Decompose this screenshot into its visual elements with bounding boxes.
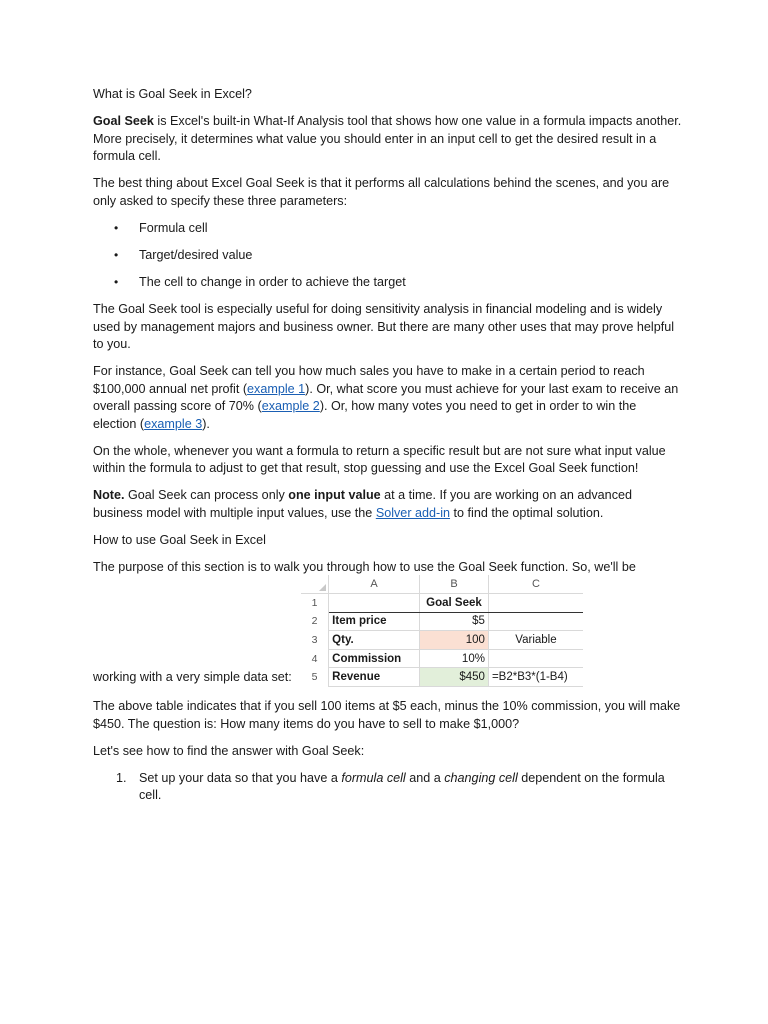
intro-term: Goal Seek <box>93 114 154 128</box>
list-item <box>93 770 683 805</box>
list-item: • Formula cell <box>93 220 683 238</box>
column-header-a: A <box>329 575 420 593</box>
steps-list <box>93 770 683 805</box>
note-label: Note. <box>93 488 125 503</box>
row-number: 3 <box>301 631 329 650</box>
row-number: 5 <box>301 668 329 687</box>
variable-note: Variable <box>488 631 583 650</box>
section-heading-what-is: What is Goal Seek in Excel? <box>93 87 252 101</box>
instance-text-1: For instance, Goal Seek can tell you how much sales you have to make in a certain period to reach $100,000 annual net profit ( <box>93 364 645 396</box>
row-number: 1 <box>301 593 329 612</box>
section-heading-how-to: How to use Goal Seek in Excel <box>93 532 266 547</box>
parameter-list <box>93 220 683 292</box>
label-qty: Qty. <box>329 631 420 650</box>
note-text-3: to find the optimal solution. <box>450 505 604 520</box>
params-intro-paragraph: The best thing about Excel Goal Seek is that it performs all calculations behind the scenes, and you are only asked to specify these three parameters: <box>93 176 670 208</box>
note-text-1: Goal Seek can process only <box>124 488 289 503</box>
note-text-2: at a time. If you are working on an advanced business model with multiple input values, use the <box>93 488 632 520</box>
intro-text: is Excel's built-in What-If Analysis tool that shows how one value in a formula impacts another. More precisely, it determines what value you should enter in an input cell to get the desired result in a formula cell. <box>93 114 682 163</box>
solver-addin-link[interactable]: Solver add-in <box>375 505 451 520</box>
select-all-corner <box>301 575 329 593</box>
column-header-b: B <box>420 575 489 593</box>
step-text-1: Set up your data so that you have a <box>139 770 342 785</box>
intro-paragraph <box>93 113 683 166</box>
value-qty: 100 <box>420 631 489 650</box>
purpose-line: The purpose of this section is to walk you through how to use the Goal Seek function. So, we'll be <box>93 559 636 574</box>
label-item-price: Item price <box>329 612 420 631</box>
step-text-2: and a <box>405 770 445 785</box>
uses-paragraph: The Goal Seek tool is especially useful for doing sensitivity analysis in financial modeling and is widely used by management majors and business owner. But there are many other uses that may prove helpful to you. <box>93 302 675 352</box>
instance-text-3: ). Or, how many votes you need to get in order to win the election ( <box>93 399 637 431</box>
dataset-row <box>93 576 683 688</box>
row-number: 2 <box>301 612 329 631</box>
note-paragraph <box>93 487 683 522</box>
example-1-link[interactable]: example 1 <box>247 381 306 396</box>
step-italic-changing-cell: changing cell <box>444 770 518 785</box>
document-body <box>93 86 683 805</box>
lets-see-paragraph: Let's see how to find the answer with Goal Seek: <box>93 743 365 758</box>
dataset-caption: working with a very simple data set: <box>93 670 292 685</box>
whole-paragraph: On the whole, whenever you want a formula to return a specific result but are not sure what input value within the formula to adjust to get that result, stop guessing and use the Excel Goal Seek function! <box>93 443 666 476</box>
cell-c1 <box>488 593 583 612</box>
after-table-paragraph: The above table indicates that if you sell 100 items at $5 each, minus the 10% commission, you will make $450. The question is: How many items do you have to sell to make $1,000? <box>93 699 681 731</box>
list-item: • Target/desired value <box>93 247 683 265</box>
instance-paragraph <box>93 363 683 433</box>
cell-c2 <box>488 612 583 631</box>
row-number: 4 <box>301 649 329 668</box>
label-revenue: Revenue <box>329 668 420 687</box>
note-bold: one input value <box>288 488 381 503</box>
goal-seek-title: Goal Seek <box>420 593 489 612</box>
cell-c4 <box>488 649 583 668</box>
value-item-price: $5 <box>420 612 489 631</box>
example-2-link[interactable]: example 2 <box>261 399 320 414</box>
instance-text-4: ). <box>202 416 210 431</box>
cell-a1 <box>329 593 420 612</box>
formula-note: =B2*B3*(1-B4) <box>488 668 583 687</box>
column-header-c: C <box>488 575 583 593</box>
step-italic-formula-cell: formula cell <box>341 770 406 785</box>
step-number: 1. <box>116 770 127 785</box>
instance-text-2: ). Or, what score you must achieve for your last exam to receive an overall passing score of 70% ( <box>93 381 679 414</box>
example-3-link[interactable]: example 3 <box>144 416 203 431</box>
label-commission: Commission <box>329 649 420 668</box>
spreadsheet-image <box>301 575 583 687</box>
value-revenue: $450 <box>420 668 489 687</box>
value-commission: 10% <box>420 649 489 668</box>
step-text-3: dependent on the formula cell. <box>139 770 665 803</box>
list-item: • The cell to change in order to achieve the target <box>93 274 683 292</box>
